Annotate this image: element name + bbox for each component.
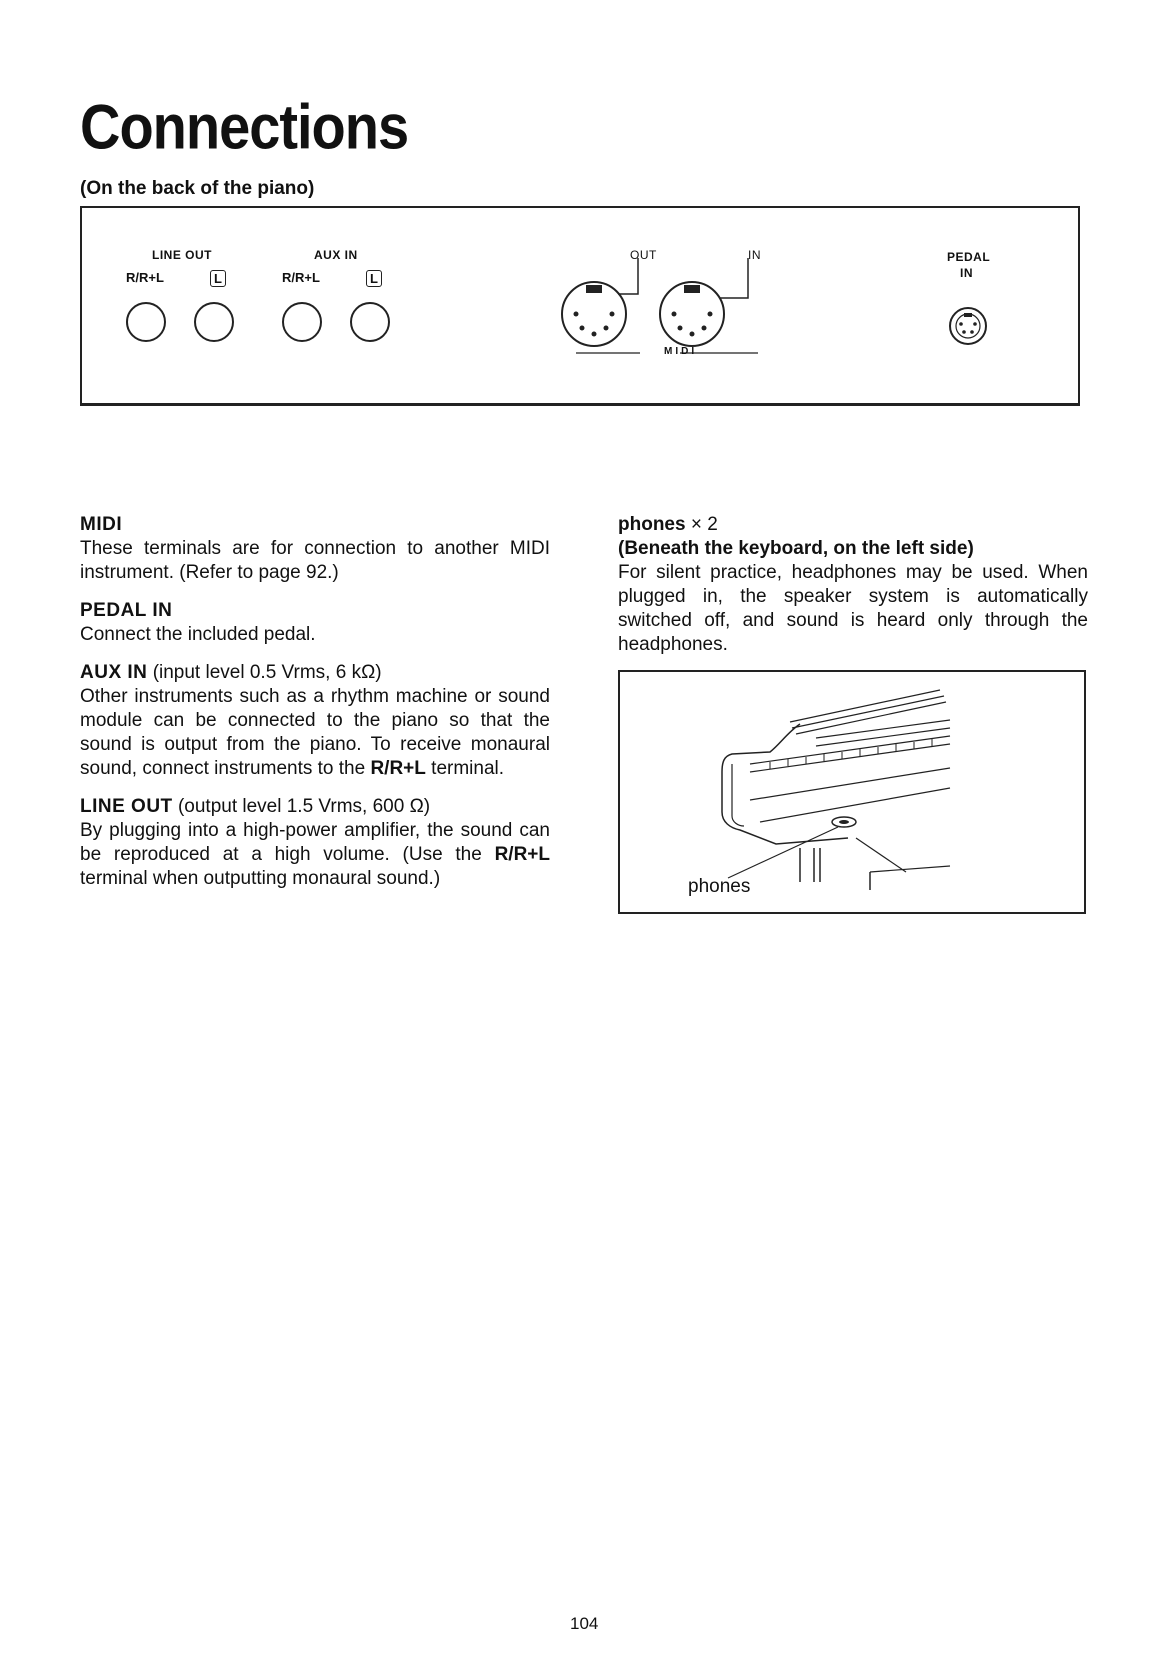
page-subtitle: (On the back of the piano): [80, 178, 315, 199]
pedal-text: Connect the included pedal.: [80, 624, 316, 645]
aux-text-end: terminal.: [431, 758, 505, 779]
line-out-tag-r: R/R+L: [126, 270, 164, 285]
aux-in-label: AUX IN: [314, 248, 358, 262]
pedal-label-2: IN: [960, 266, 973, 280]
aux-spec: (input level 0.5 Vrms, 6 kΩ): [152, 662, 382, 683]
line-text-end: terminal when outputting monaural sound.): [80, 868, 441, 889]
phones-illustration: [618, 670, 1086, 914]
line-heading: LINE OUT: [80, 796, 173, 817]
midi-in-label: IN: [748, 248, 761, 262]
line-out-label: LINE OUT: [152, 248, 212, 262]
page-title: Connections: [80, 91, 409, 163]
aux-in-r-jack[interactable]: [282, 302, 322, 342]
phones-location: (Beneath the keyboard, on the left side): [618, 538, 974, 559]
phones-text: For silent practice, headphones may be used. When plugged in, the speaker system is automatically switched off, and sound is heard only through the headphones.: [618, 562, 1088, 655]
pedal-in-jack[interactable]: [946, 304, 990, 348]
line-spec: (output level 1.5 Vrms, 600 Ω): [177, 796, 431, 817]
line-out-tag-l: L: [210, 270, 226, 287]
phones-heading: phones: [618, 514, 686, 535]
right-column: [618, 513, 1088, 657]
midi-label: MIDI: [664, 346, 698, 357]
line-terminal: R/R+L: [494, 844, 550, 865]
page-number: 104: [570, 1614, 599, 1633]
pedal-heading: PEDAL IN: [80, 600, 173, 621]
line-out-r-jack[interactable]: [126, 302, 166, 342]
line-out-l-jack[interactable]: [194, 302, 234, 342]
midi-heading: MIDI: [80, 514, 123, 535]
aux-in-tag-r: R/R+L: [282, 270, 320, 285]
line-text: By plugging into a high-power amplifier, the sound can be reproduced at a high volume. (Use the: [80, 820, 550, 865]
midi-out-label: OUT: [630, 248, 657, 262]
aux-terminal: R/R+L: [370, 758, 426, 779]
aux-heading: AUX IN: [80, 662, 148, 683]
back-panel-diagram: [80, 206, 1080, 406]
midi-text: These terminals are for connection to another MIDI instrument. (Refer to page 92.): [80, 538, 550, 583]
phones-count: × 2: [690, 514, 718, 535]
illustration-phones-label: phones: [688, 876, 751, 897]
aux-in-l-jack[interactable]: [350, 302, 390, 342]
aux-in-tag-l: L: [366, 270, 382, 287]
left-column: [80, 513, 550, 891]
pedal-label-1: PEDAL: [947, 250, 991, 264]
aux-text: Other instruments such as a rhythm machine or sound module can be connected to the piano so that the sound is output from the piano. To receive monaural sound, connect instruments to the: [80, 686, 550, 779]
